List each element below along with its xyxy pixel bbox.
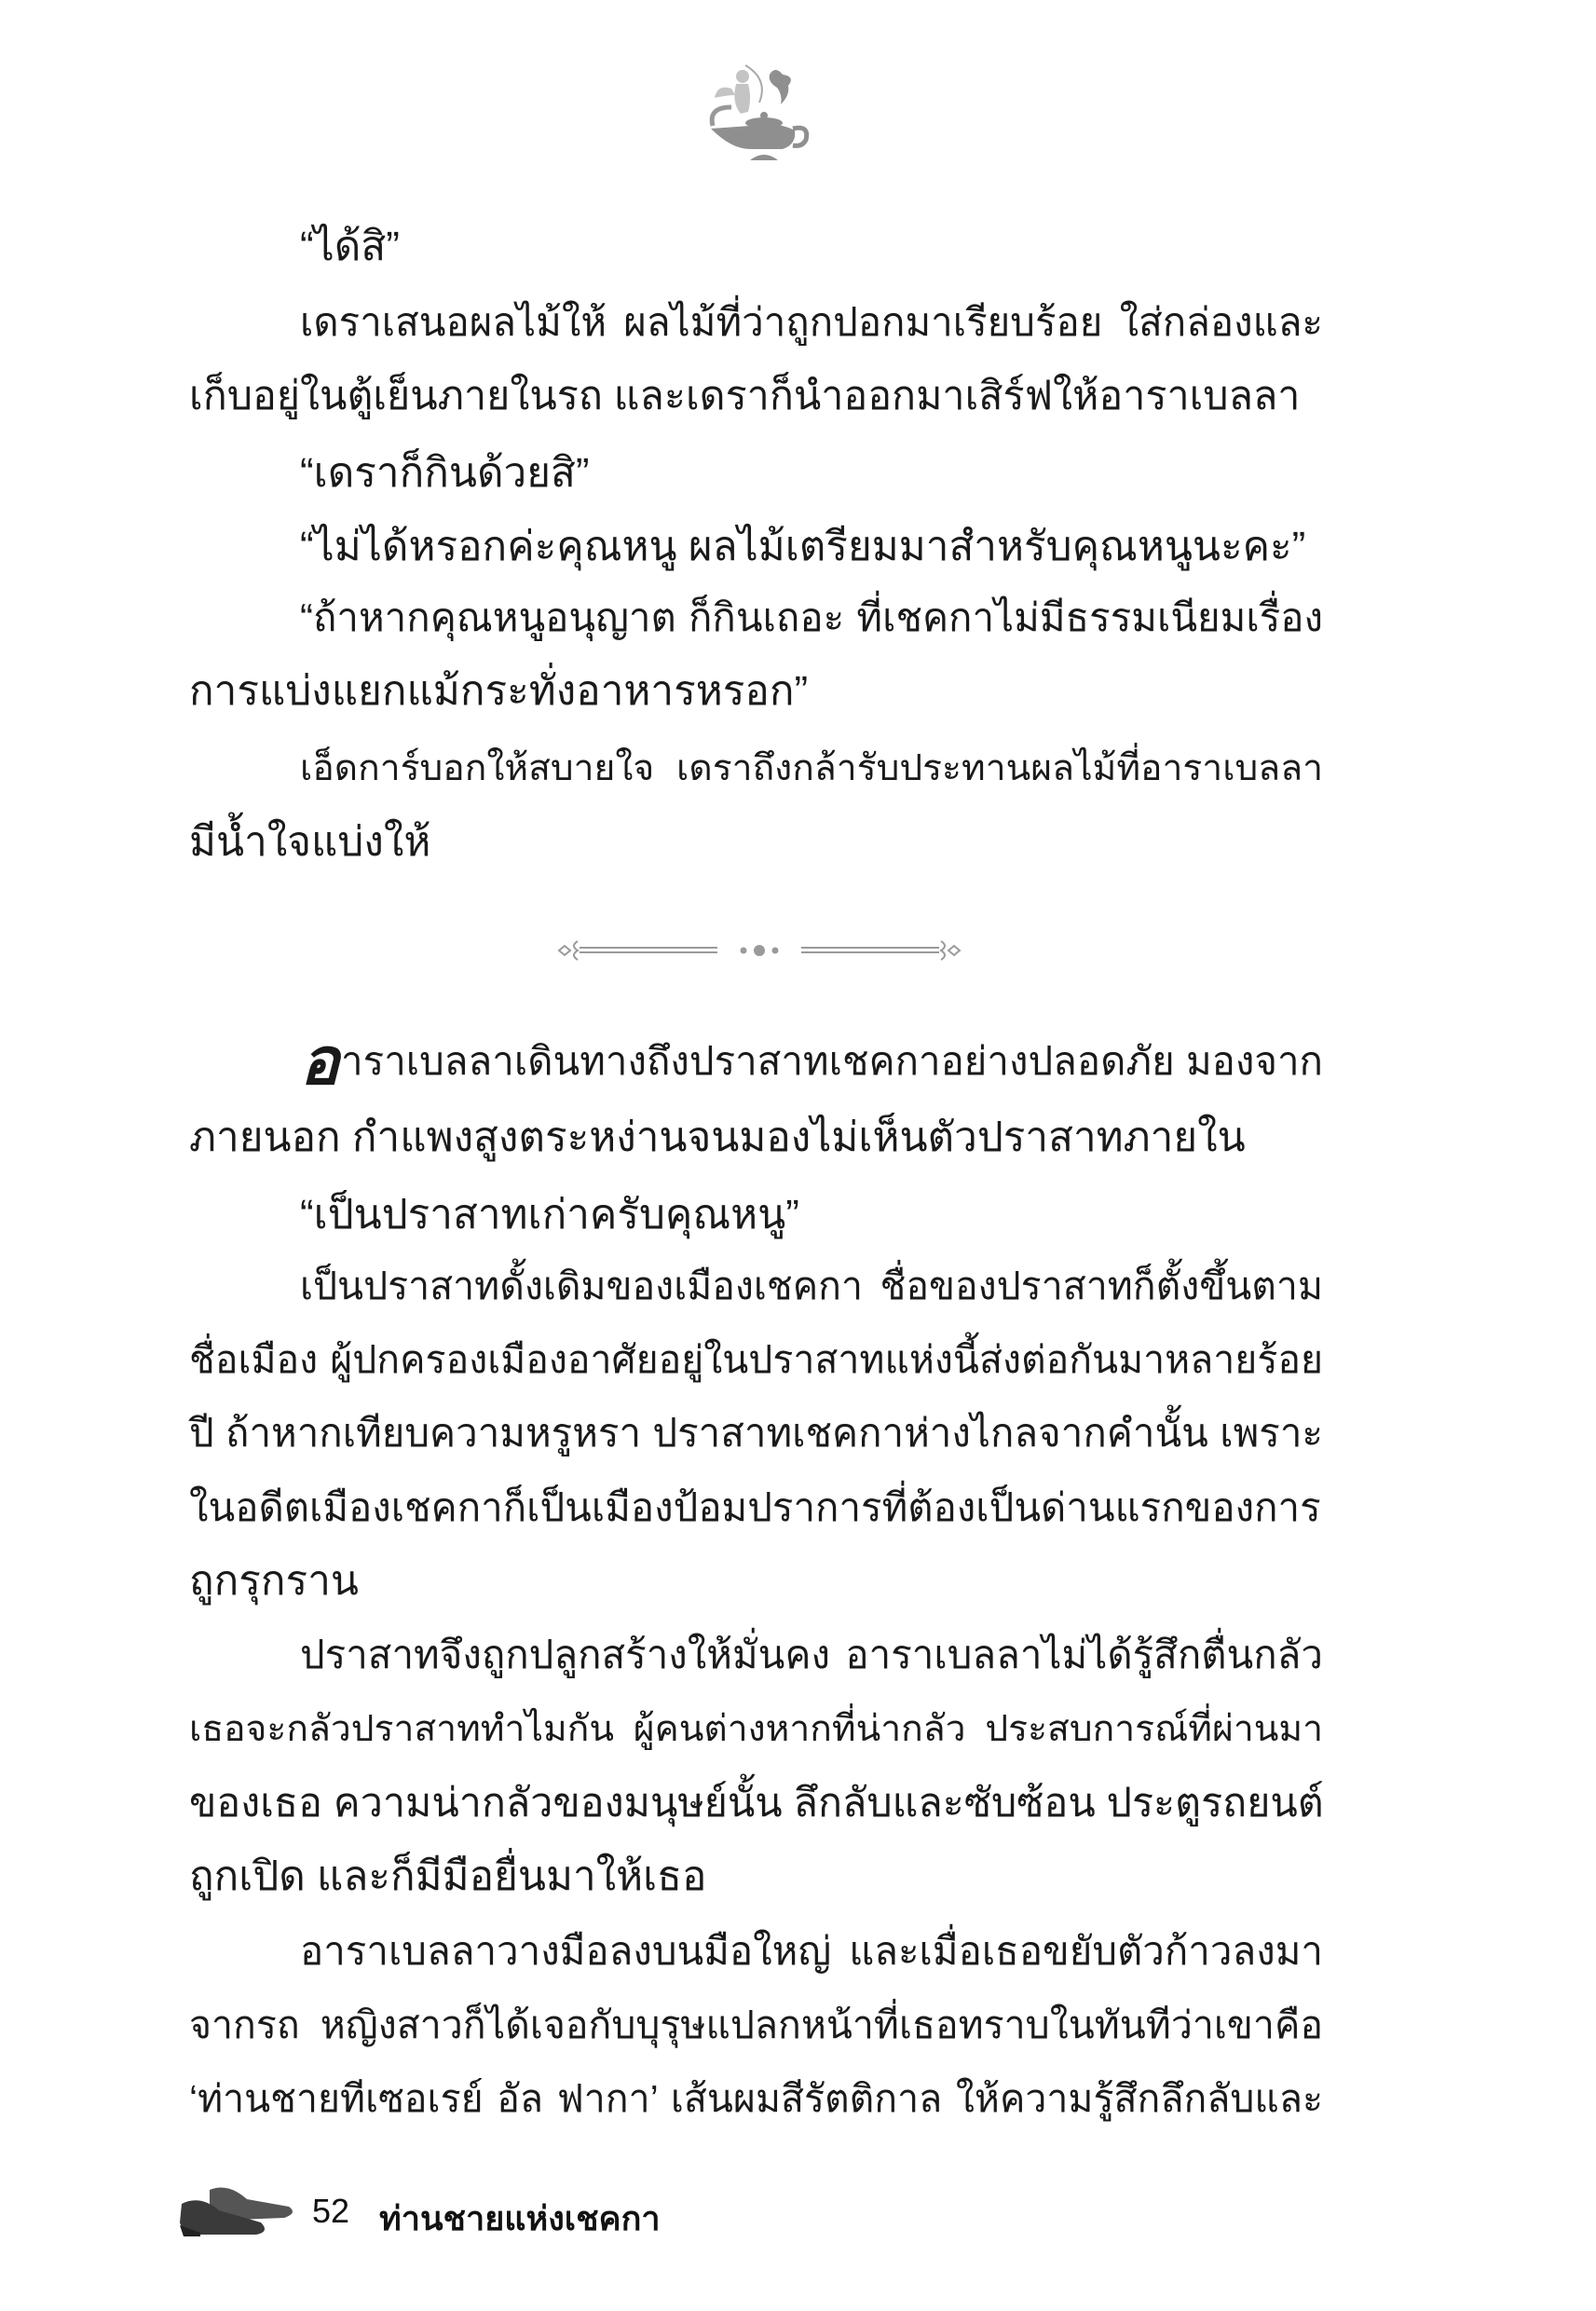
page-footer	[172, 2171, 731, 2255]
text-line: “ถ้าหากคุณหนูอนุญาต ก็กินเถอะ ที่เชคกาไม่มีธรรมเนียมเรื่อง	[300, 595, 1323, 639]
text-line: ปี ถ้าหากเทียบความหรูหรา ปราสาทเชคกาห่างไกลจากคำนั้น เพราะ	[189, 1411, 1323, 1455]
text-line: เป็นปราสาทดั้งเดิมของเมืองเชคกา ชื่อของปราสาทก็ตั้งขึ้นตาม	[300, 1265, 1323, 1307]
text-line: เธอจะกลัวปราสาททำไมกัน ผู้คนต่างหากที่น่ากลัว ประสบการณ์ที่ผ่านมา	[189, 1709, 1323, 1749]
text-line: ปราสาทจึงถูกปลูกสร้างให้มั่นคง อาราเบลลาไม่ได้รู้สึกตื่นกลัว	[300, 1633, 1323, 1676]
drop-cap: อ	[300, 1025, 340, 1098]
text-line: มีน้ำใจแบ่งให้	[189, 819, 431, 865]
book-title: ท่านชายแห่งเชคกา	[379, 2199, 661, 2237]
text-line: ของเธอ ความน่ากลัวของมนุษย์นั้น ลึกลับและซับซ้อน ประตูรถยนต์	[189, 1781, 1324, 1826]
text-line: “เดราก็กินด้วยสิ”	[300, 450, 590, 496]
text-line: เก็บอยู่ในตู้เย็นภายในรถ และเดราก็นำออกมาเสิร์ฟให้อาราเบลลา	[189, 374, 1301, 418]
page-number: 52	[312, 2192, 350, 2230]
text-line: “เป็นปราสาทเก่าครับคุณหนู”	[300, 1192, 799, 1238]
text-line: “ไม่ได้หรอกค่ะคุณหนู ผลไม้เตรียมมาสำหรับคุณหนูนะคะ”	[300, 524, 1306, 569]
text: าราเบลลาเดินทางถึงปราสาทเชคกาอย่างปลอดภัย มองจาก	[341, 1039, 1323, 1083]
text-line: ถูกรุกราน	[189, 1558, 359, 1604]
text-line: จากรถ หญิงสาวก็ได้เจอกับบุรุษแปลกหน้าที่เธอทราบในทันทีว่าเขาคือ	[189, 2003, 1323, 2046]
text-line: ‘ท่านชายทีเซอเรย์ อัล ฟากา’ เส้นผมสีรัตติกาล ให้ความรู้สึกลึกลับและ	[189, 2077, 1323, 2120]
text-line: ถูกเปิด และก็มีมือยื่นมาให้เธอ	[189, 1853, 707, 1899]
text-line: เดราเสนอผลไม้ให้ ผลไม้ที่ว่าถูกปอกมาเรียบร้อย ใส่กล่องและ	[300, 300, 1323, 344]
text-line: การแบ่งแยกแม้กระทั่งอาหารหรอก”	[189, 668, 809, 714]
text-line: ในอดีตเมืองเชคกาก็เป็นเมืองป้อมปราการที่ต้องเป็นด่านแรกของการ	[189, 1485, 1321, 1529]
text-line: “ได้สิ”	[300, 224, 400, 269]
text-line: ชื่อเมือง ผู้ปกครองเมืองอาศัยอยู่ในปราสาทแห่งนี้ส่งต่อกันมาหลายร้อย	[189, 1338, 1323, 1381]
text-line: อาราเบลลาวางมือลงบนมือใหญ่ และเมื่อเธอขยับตัวก้าวลงมา	[300, 1929, 1323, 1973]
lamp-cupid-icon	[694, 56, 825, 168]
shoes-icon	[172, 2171, 303, 2246]
section-divider-ornament	[550, 937, 969, 964]
text-line: เอ็ดการ์บอกให้สบายใจ เดราถึงกล้ารับประทานผลไม้ที่อาราเบลลา	[300, 748, 1323, 788]
text-line-drop-cap	[300, 1024, 1323, 1099]
text-line: ภายนอก กำแพงสูงตระหง่านจนมองไม่เห็นตัวปราสาทภายใน	[189, 1114, 1246, 1160]
